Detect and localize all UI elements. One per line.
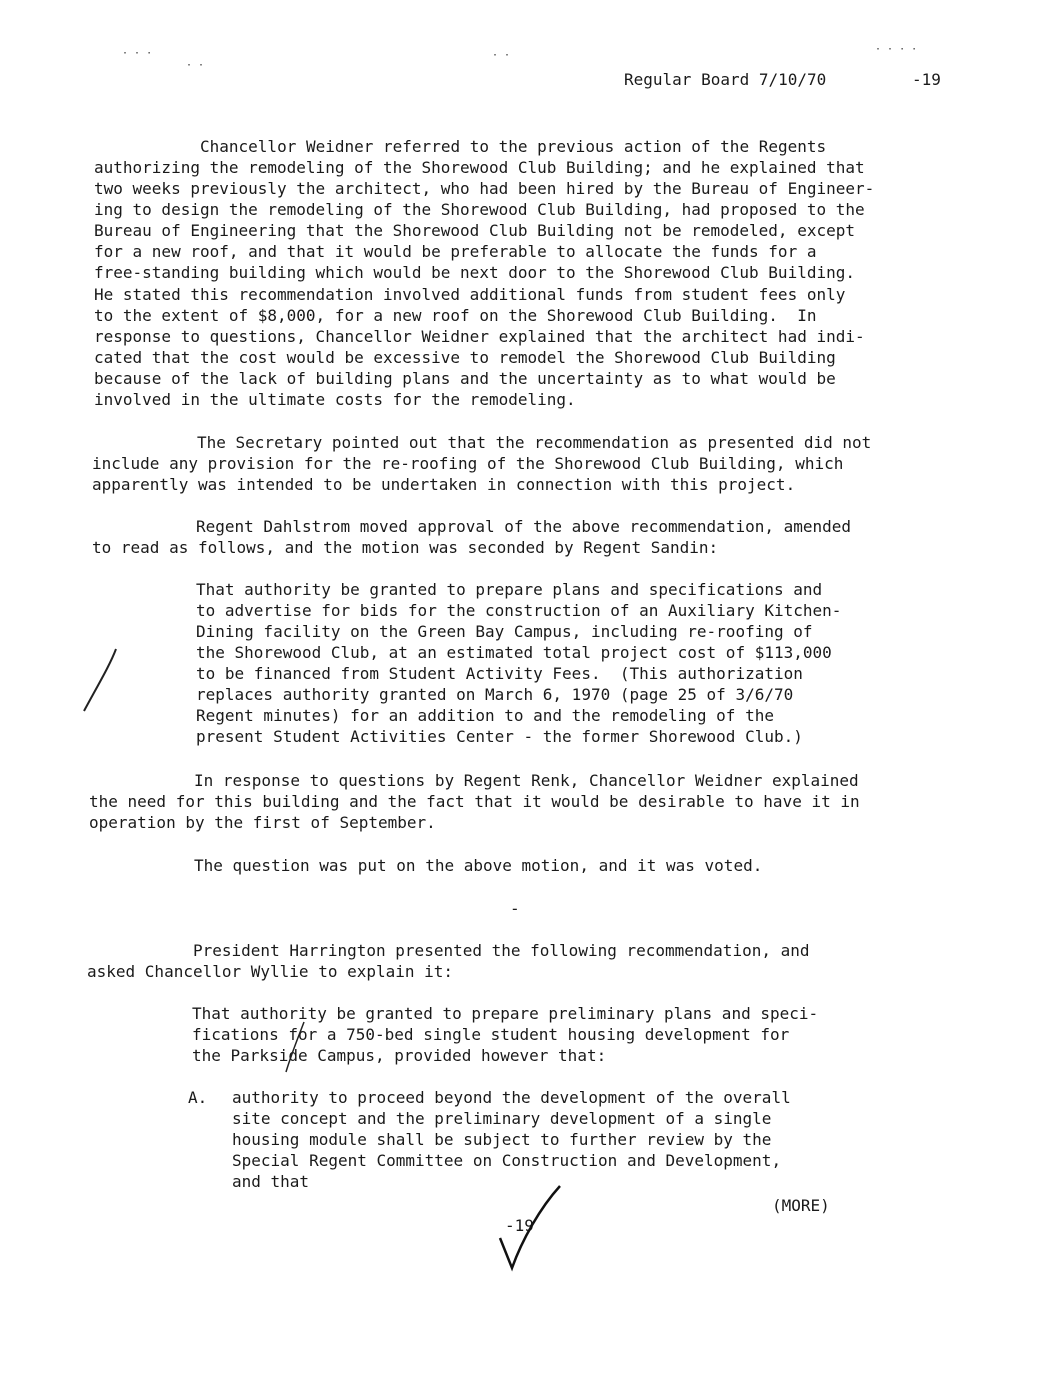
pen-strike-mark bbox=[280, 1018, 310, 1078]
scan-speckle: · · · bbox=[122, 48, 153, 59]
header-title: Regular Board 7/10/70 bbox=[624, 70, 827, 89]
check-mark bbox=[496, 1180, 566, 1275]
text-line: involved in the ultimate costs for the remodeling. bbox=[94, 390, 576, 409]
text-line: apparently was intended to be undertaken in connection with this project. bbox=[92, 475, 796, 494]
text-line: He stated this recommendation involved additional funds from student fees only bbox=[94, 285, 846, 304]
text-line: Regent minutes) for an addition to and the remodeling of the bbox=[196, 706, 774, 725]
text-line: The Secretary pointed out that the recommendation as presented did not bbox=[197, 433, 872, 452]
text-line: ing to design the remodeling of the Shorewood Club Building, had proposed to the bbox=[94, 200, 865, 219]
text-line: to be financed from Student Activity Fees. (This authorization bbox=[196, 664, 803, 683]
text-line: Dining facility on the Green Bay Campus, including re-roofing of bbox=[196, 622, 813, 641]
scan-speckle: · · bbox=[186, 60, 205, 71]
text-line: site concept and the preliminary development of a single bbox=[232, 1109, 772, 1128]
header-page-number: -19 bbox=[912, 70, 941, 89]
text-line: fications for a 750-bed single student housing development for bbox=[192, 1025, 790, 1044]
text-line: housing module shall be subject to further review by the bbox=[232, 1130, 772, 1149]
text-line: authorizing the remodeling of the Shorewood Club Building; and he explained that bbox=[94, 158, 865, 177]
text-line: response to questions, Chancellor Weidner explained that the architect had indi- bbox=[94, 327, 865, 346]
margin-check-mark bbox=[80, 645, 120, 715]
text-line: Bureau of Engineering that the Shorewood Club Building not be remodeled, except bbox=[94, 221, 855, 240]
text-line: and that bbox=[232, 1172, 310, 1191]
text-line: include any provision for the re-roofing of the Shorewood Club Building, which bbox=[92, 454, 844, 473]
scan-speckle: · · bbox=[492, 50, 511, 61]
text-line: operation by the first of September. bbox=[89, 813, 436, 832]
text-line: free-standing building which would be next door to the Shorewood Club Building. bbox=[94, 263, 855, 282]
list-marker: A. bbox=[188, 1088, 208, 1107]
text-line: the Parkside Campus, provided however that: bbox=[192, 1046, 607, 1065]
text-line: That authority be granted to prepare preliminary plans and speci- bbox=[192, 1004, 819, 1023]
text-line: to the extent of $8,000, for a new roof on the Shorewood Club Building. In bbox=[94, 306, 817, 325]
text-line: to read as follows, and the motion was seconded by Regent Sandin: bbox=[92, 538, 719, 557]
text-line: cated that the cost would be excessive to remodel the Shorewood Club Building bbox=[94, 348, 836, 367]
text-line: In response to questions by Regent Renk, Chancellor Weidner explained bbox=[194, 771, 859, 790]
text-line: the Shorewood Club, at an estimated total project cost of $113,000 bbox=[196, 643, 832, 662]
text-line: for a new roof, and that it would be preferable to allocate the funds for a bbox=[94, 242, 817, 261]
text-line: Chancellor Weidner referred to the previous action of the Regents bbox=[200, 137, 827, 156]
text-line: authority to proceed beyond the development of the overall bbox=[232, 1088, 791, 1107]
text-line: to advertise for bids for the construction of an Auxiliary Kitchen- bbox=[196, 601, 842, 620]
footer-page-number: -19 bbox=[505, 1216, 534, 1235]
continued-label: (MORE) bbox=[772, 1196, 830, 1215]
text-line: Special Regent Committee on Construction and Development, bbox=[232, 1151, 782, 1170]
section-separator: - bbox=[510, 899, 520, 918]
text-line: present Student Activities Center - the former Shorewood Club.) bbox=[196, 727, 803, 746]
scan-speckle: · · · · bbox=[875, 44, 918, 55]
text-line: replaces authority granted on March 6, 1970 (page 25 of 3/6/70 bbox=[196, 685, 794, 704]
text-line: asked Chancellor Wyllie to explain it: bbox=[87, 962, 454, 981]
text-line: because of the lack of building plans and the uncertainty as to what would be bbox=[94, 369, 836, 388]
text-line: Regent Dahlstrom moved approval of the above recommendation, amended bbox=[196, 517, 852, 536]
paragraph-vote: The question was put on the above motion, and it was voted. bbox=[194, 856, 763, 875]
text-line: President Harrington presented the following recommendation, and bbox=[193, 941, 810, 960]
text-line: two weeks previously the architect, who had been hired by the Bureau of Engineer- bbox=[94, 179, 875, 198]
text-line: the need for this building and the fact that it would be desirable to have it in bbox=[89, 792, 860, 811]
text-line: That authority be granted to prepare plans and specifications and bbox=[196, 580, 823, 599]
